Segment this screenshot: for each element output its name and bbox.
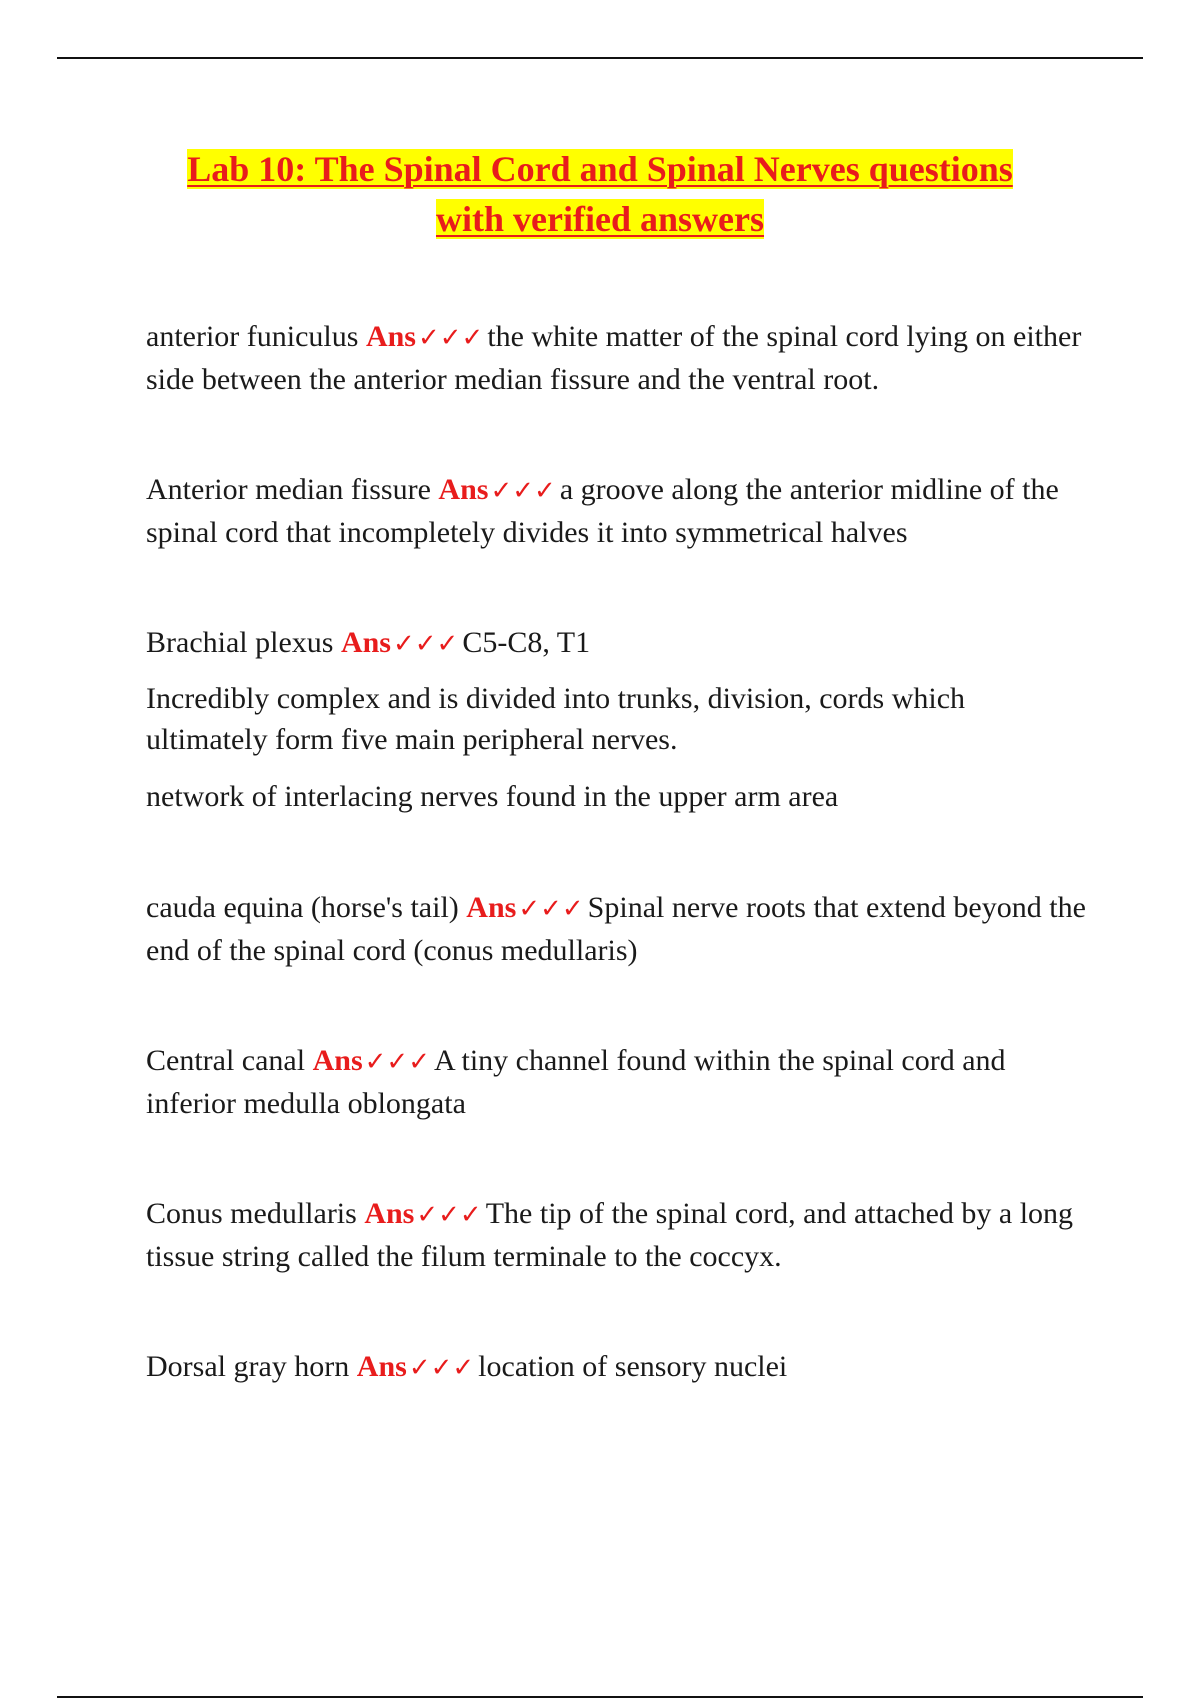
answer: C5-C8, T1: [462, 626, 591, 659]
qa-extra-paragraph: network of interlacing nerves found in the upper arm area: [146, 780, 839, 813]
ans-label: Ans: [365, 320, 416, 353]
qa-extra-paragraph: Incredibly complex and is divided into trunks, division, cords which ultimately form five main peripheral nerves.: [146, 682, 966, 756]
answer: Spinal nerve roots that extend beyond the end of the spinal cord (conus medullaris): [146, 891, 1086, 967]
title-line-1: Lab 10: The Spinal Cord and Spinal Nerves questions: [187, 149, 1013, 189]
bottom-rule: [57, 1696, 1143, 1698]
answer: A tiny channel found within the spinal cord and inferior medulla oblongata: [146, 1044, 1006, 1120]
term: Brachial plexus: [146, 626, 334, 659]
ans-label: Ans: [466, 891, 517, 924]
check-marks-icon: ✓✓✓: [364, 1047, 430, 1077]
term: anterior funiculus: [146, 320, 359, 353]
qa-entry-central-canal: [146, 1040, 1086, 1124]
term: Dorsal gray horn: [146, 1350, 350, 1383]
term: Anterior median fissure: [146, 473, 431, 506]
check-marks-icon: ✓✓✓: [490, 476, 556, 506]
term: cauda equina (horse's tail): [146, 891, 459, 924]
qa-entry-anterior-median-fissure: [146, 469, 1086, 553]
page-title: [100, 144, 1100, 244]
term: Central canal: [146, 1044, 306, 1077]
ans-label: Ans: [312, 1044, 363, 1077]
qa-entry-cauda-equina: [146, 887, 1086, 971]
title-line-2: with verified answers: [436, 199, 764, 239]
check-marks-icon: ✓✓✓: [417, 323, 484, 353]
answer: The tip of the spinal cord, and attached by a long tissue string called the filum terminale to the coccyx.: [146, 1197, 1074, 1273]
check-marks-icon: ✓✓✓: [518, 894, 584, 924]
top-rule: [57, 57, 1143, 59]
check-marks-icon: ✓✓✓: [408, 1353, 475, 1383]
ans-label: Ans: [356, 1350, 407, 1383]
qa-entry-dorsal-gray-horn: [146, 1346, 1086, 1389]
check-marks-icon: ✓✓✓: [416, 1200, 482, 1230]
answer: the white matter of the spinal cord lying on either side between the anterior median fissure and the ventral root.: [146, 320, 1082, 396]
qa-entry-conus-medullaris: [146, 1193, 1086, 1277]
ans-label: Ans: [364, 1197, 415, 1230]
ans-label: Ans: [340, 626, 391, 659]
ans-label: Ans: [438, 473, 489, 506]
term: Conus medullaris: [146, 1197, 357, 1230]
check-marks-icon: ✓✓✓: [392, 629, 459, 659]
qa-entry-anterior-funiculus: [146, 316, 1086, 400]
qa-entry-brachial-plexus: [146, 622, 1086, 665]
answer: location of sensory nuclei: [478, 1350, 788, 1383]
answer: a groove along the anterior midline of the spinal cord that incompletely divides it into symmetrical halves: [146, 473, 1059, 549]
